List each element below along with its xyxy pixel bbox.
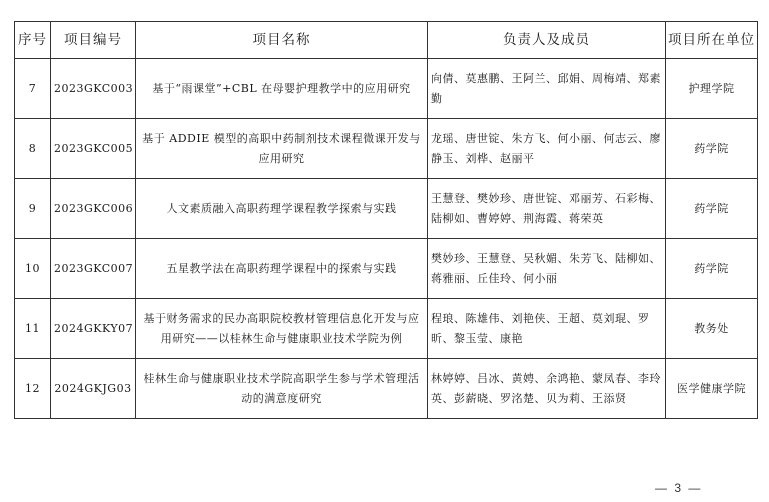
cell-members: 程琅、陈雄伟、刘艳侠、王超、莫刘琨、罗昕、黎玉莹、康艳 [428, 299, 666, 359]
table-row [15, 119, 758, 179]
cell-members: 向倩、莫惠鹏、王阿兰、邱娟、周梅靖、郑素勤 [428, 59, 666, 119]
cell-num: 7 [15, 59, 51, 119]
cell-members: 樊妙珍、王慧登、吴秋媚、朱芳飞、陆柳如、蒋雅丽、丘佳玲、何小丽 [428, 239, 666, 299]
cell-num: 12 [15, 359, 51, 419]
cell-num: 9 [15, 179, 51, 239]
table-row [15, 179, 758, 239]
cell-unit: 药学院 [666, 119, 758, 179]
cell-members: 龙瑶、唐世锭、朱方飞、何小丽、何志云、廖静玉、刘桦、赵丽平 [428, 119, 666, 179]
cell-name: 桂林生命与健康职业技术学院高职学生参与学术管理活动的满意度研究 [136, 359, 428, 419]
cell-num: 10 [15, 239, 51, 299]
cell-code: 2023GKC005 [51, 119, 136, 179]
cell-code: 2023GKC007 [51, 239, 136, 299]
cell-name: 五星教学法在高职药理学课程中的探索与实践 [136, 239, 428, 299]
table-header-row [15, 22, 758, 59]
table-row [15, 59, 758, 119]
header-num: 序号 [15, 22, 51, 59]
cell-unit: 药学院 [666, 179, 758, 239]
cell-num: 11 [15, 299, 51, 359]
cell-code: 2023GKC006 [51, 179, 136, 239]
cell-code: 2024GKJG03 [51, 359, 136, 419]
cell-unit: 护理学院 [666, 59, 758, 119]
cell-unit: 教务处 [666, 299, 758, 359]
cell-name: 基于财务需求的民办高职院校教材管理信息化开发与应用研究——以桂林生命与健康职业技术学院为例 [136, 299, 428, 359]
header-name: 项目名称 [136, 22, 428, 59]
header-members: 负责人及成员 [428, 22, 666, 59]
page-number: — 3 — [655, 481, 703, 495]
table-row [15, 239, 758, 299]
cell-members: 林婷婷、吕冰、黄娉、余鸿艳、蒙凤春、李玲英、彭薪晓、罗洺楚、贝为莉、王添贤 [428, 359, 666, 419]
cell-code: 2024GKKY07 [51, 299, 136, 359]
project-table [14, 21, 758, 419]
header-code: 项目编号 [51, 22, 136, 59]
cell-name: 基于“雨课堂”+CBL 在母婴护理教学中的应用研究 [136, 59, 428, 119]
cell-unit: 药学院 [666, 239, 758, 299]
header-unit: 项目所在单位 [666, 22, 758, 59]
cell-num: 8 [15, 119, 51, 179]
table-row [15, 299, 758, 359]
cell-unit: 医学健康学院 [666, 359, 758, 419]
table-row [15, 359, 758, 419]
cell-code: 2023GKC003 [51, 59, 136, 119]
cell-members: 王慧登、樊妙珍、唐世锭、邓丽芳、石彩梅、陆柳如、曹婷婷、荆海霞、蒋荣英 [428, 179, 666, 239]
cell-name: 人文素质融入高职药理学课程教学探索与实践 [136, 179, 428, 239]
cell-name: 基于 ADDIE 模型的高职中药制剂技术课程微课开发与应用研究 [136, 119, 428, 179]
